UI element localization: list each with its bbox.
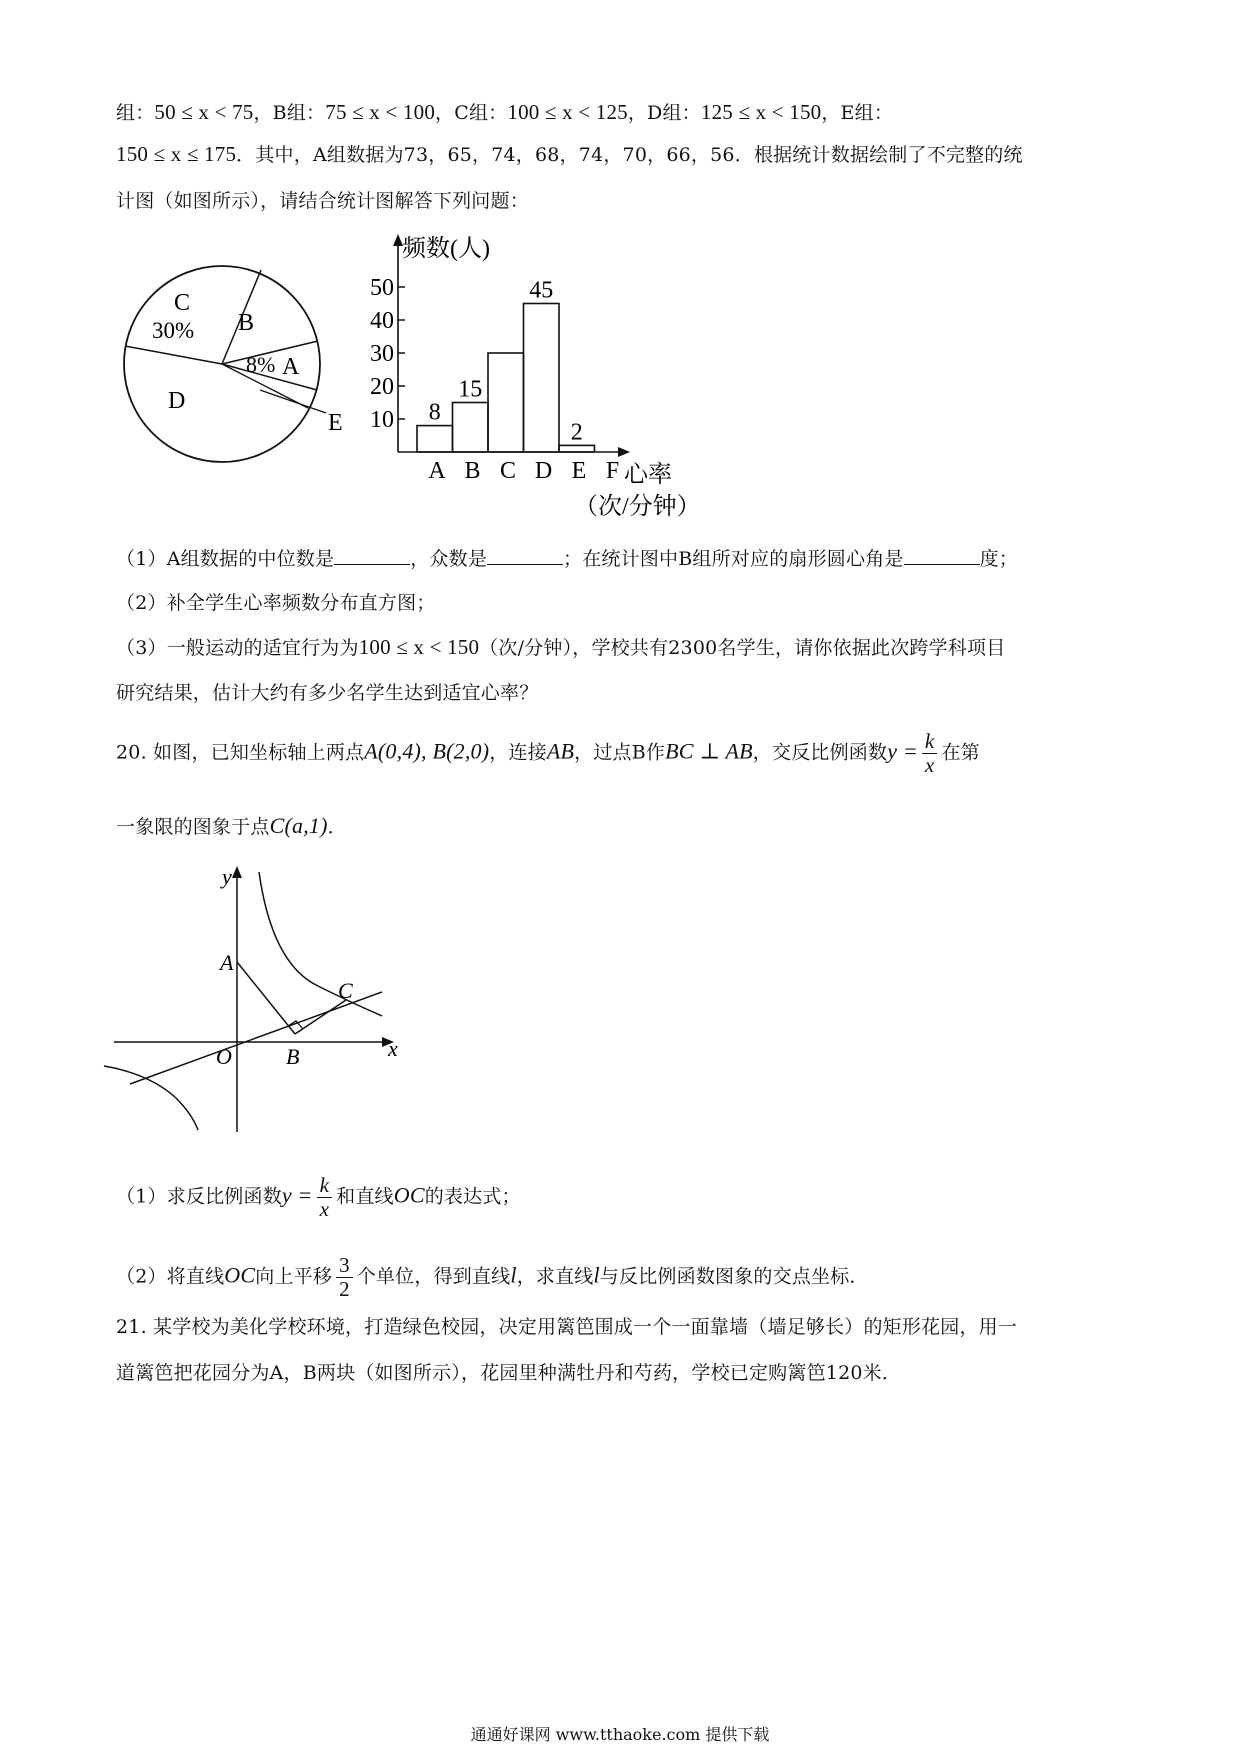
fig-label-b: B [286, 1044, 300, 1069]
q19-sub1 [116, 544, 1018, 571]
bar-D [524, 304, 560, 453]
q19-sub1-d: 度； [979, 548, 1019, 570]
q19-b-range: 75 ≤ x < 100 [325, 100, 436, 124]
x-cat-label-E: E [571, 458, 587, 484]
q20-sub2-l2: l [593, 1262, 600, 1288]
q20-sub2-c: 个单位，得到直线 [356, 1265, 511, 1288]
q20-ab: AB [546, 738, 575, 764]
q20-perp: BC ⊥ AB [665, 738, 753, 764]
q20-text-e: 在第 [941, 741, 980, 764]
q19-sub1-b: ，众数是 [410, 548, 488, 570]
q20-sub1-fraction [317, 1174, 333, 1221]
pie-label-a: A [282, 354, 300, 380]
q20-sub2-three: 3 [336, 1254, 353, 1278]
segment-ab [237, 962, 295, 1034]
q19-sub3-b: （次/分钟），学校共有2300名学生，请你依据此次跨学科项目 [479, 637, 1006, 659]
q20-line2-a: 一象限的图象于点 [116, 816, 270, 838]
q20-sub1-a: （1）求反比例函数 [116, 1185, 282, 1208]
bar-B [453, 403, 489, 453]
fig-label-a: A [220, 950, 234, 975]
q20-points: A(0,4), B(2,0) [364, 738, 490, 764]
q20-sub2-fraction [336, 1254, 353, 1301]
bar-xlabel-1: 心率 [624, 462, 672, 488]
x-cat-label-B: B [464, 458, 481, 484]
q19-d-range: 125 ≤ x < 150 [700, 100, 822, 124]
q20-line-2 [116, 812, 347, 839]
bar-E [559, 445, 595, 452]
q19-group-prefix: 组： [116, 102, 155, 124]
bar-chart [370, 230, 740, 530]
fig-label-x: x [388, 1036, 398, 1061]
x-cat-label-C: C [499, 458, 517, 484]
angle-blank[interactable] [904, 546, 980, 565]
bar-A [417, 426, 453, 452]
pie-chart [110, 258, 350, 498]
q20-sub1 [116, 1174, 521, 1221]
q20-sub2 [116, 1254, 869, 1301]
pie-line-cd [125, 346, 222, 364]
q20-frac-x: x [924, 753, 935, 778]
q19-e-range: 150 ≤ x ≤ 175 [116, 142, 237, 166]
q20-text-d: ，交反比例函数 [752, 741, 888, 764]
q20-c-point: C(a,1) [269, 813, 328, 838]
q20-text-a: 20. 如图，已知坐标轴上两点 [116, 741, 365, 764]
x-cat-label-D: D [534, 458, 553, 484]
mode-blank[interactable] [487, 546, 563, 565]
q19-sub3-a: （3）一般运动的适宜行为为 [116, 637, 359, 659]
x-cat-label-F: F [605, 458, 620, 484]
q19-sub3-line2 [116, 678, 538, 705]
bar-value-label-B: 15 [458, 376, 483, 403]
q20-sub2-b: 向上平移 [255, 1265, 333, 1288]
q19-sub1-a: （1）A组数据的中位数是 [116, 548, 335, 570]
q19-c-label: ，C组： [435, 102, 508, 124]
bar-xlabel-2: （次/分钟） [574, 494, 701, 520]
x-cat-label-A: A [428, 458, 446, 484]
q20-sub1-c: 的表达式； [424, 1185, 521, 1208]
median-blank[interactable] [334, 546, 410, 565]
q20-sub2-e: 与反比例函数图象的交点坐标． [599, 1265, 869, 1288]
q20-y-eq: y = [887, 738, 918, 764]
q19-a-range: 50 ≤ x < 75 [154, 100, 254, 124]
bar-value-label-D: 45 [529, 277, 554, 304]
bar-value-label-A: 8 [428, 399, 441, 426]
bar-ylabel: 频数(人) [402, 236, 490, 262]
q21-line2-text: 道篱笆把花园分为A，B两块（如图所示），花园里种满牡丹和芍药，学校已定购篱笆120米． [116, 1362, 902, 1384]
pie-label-b: B [238, 310, 255, 336]
y-tick-label-50: 50 [370, 275, 394, 301]
q20-line2-b: ． [327, 816, 347, 838]
q20-frac-k: k [922, 730, 938, 754]
q20-sub1-oc: OC [393, 1182, 425, 1208]
bar-C [488, 353, 524, 452]
q20-fraction [922, 730, 938, 777]
y-tick-label-30: 30 [370, 341, 394, 367]
q20-text-b: ，连接 [489, 741, 547, 764]
q20-sub2-oc: OC [224, 1262, 256, 1288]
q20-sub1-y-eq: y = [281, 1182, 313, 1208]
q19-line-3 [116, 186, 529, 213]
hyperbola-q1 [259, 872, 382, 1016]
q21-line-1 [116, 1312, 1017, 1339]
pie-label-d: D [168, 388, 186, 414]
q20-text-c: ，过点B作 [574, 741, 666, 764]
pie-label-e: E [328, 410, 343, 436]
q19-d-label: ，D组： [627, 102, 701, 124]
q21-line-2 [116, 1358, 901, 1385]
bar-value-label-E: 2 [570, 419, 583, 446]
q20-sub2-two: 2 [339, 1277, 350, 1302]
q20-sub2-d: ，求直线 [516, 1265, 594, 1288]
fig-y-arrow [232, 866, 242, 878]
pie-label-a-pct: 8% [246, 352, 276, 377]
q19-b-label: ，B组： [253, 102, 326, 124]
pie-label-c-pct: 30% [152, 318, 195, 343]
x-axis-arrow [618, 447, 630, 457]
q19-sub2-text: （2）补全学生心率频数分布直方图； [116, 592, 436, 614]
q19-sub3-c: 研究结果，估计大约有多少名学生达到适宜心率？ [116, 682, 539, 704]
q20-sub2-a: （2）将直线 [116, 1265, 225, 1288]
q20-figure [100, 860, 420, 1140]
q20-line-1 [116, 730, 980, 777]
q20-sub2-l1: l [510, 1262, 517, 1288]
q20-sub1-x: x [319, 1197, 330, 1222]
y-tick-label-10: 10 [370, 407, 394, 433]
q19-line3-text: 计图（如图所示），请结合统计图解答下列问题： [116, 190, 529, 212]
q19-e-label: ，E组： [821, 102, 894, 124]
q19-line2-text: ．其中，A组数据为73，65，74，68，74，70，66，56．根据统计数据绘制了不完整的统 [236, 144, 1023, 166]
page-footer: 通通好课网 www.tthaoke.com 提供下载 [470, 1725, 770, 1744]
q19-c-range: 100 ≤ x < 125 [507, 100, 628, 124]
q19-sub1-c: ；在统计图中B组所对应的扇形圆心角是 [563, 548, 904, 570]
q19-sub2 [116, 588, 436, 615]
y-tick-label-20: 20 [370, 374, 394, 400]
fig-label-c: C [338, 978, 353, 1003]
fig-label-o: O [216, 1044, 232, 1069]
q20-sub1-k: k [317, 1174, 333, 1198]
pie-label-c: C [174, 290, 191, 316]
fig-label-y: y [222, 864, 232, 889]
q20-sub1-b: 和直线 [336, 1185, 394, 1208]
q19-line-1 [116, 98, 893, 125]
q19-line-2 [116, 140, 1023, 167]
y-tick-label-40: 40 [370, 308, 394, 334]
line-oc [130, 992, 382, 1084]
q19-sub3 [116, 633, 1005, 660]
q21-line1-text: 21. 某学校为美化学校环境，打造绿色校园，决定用篱笆围成一个一面靠墙（墙足够长）的矩形花园，用一 [116, 1316, 1018, 1338]
q19-sub3-range: 100 ≤ x < 150 [358, 635, 480, 659]
